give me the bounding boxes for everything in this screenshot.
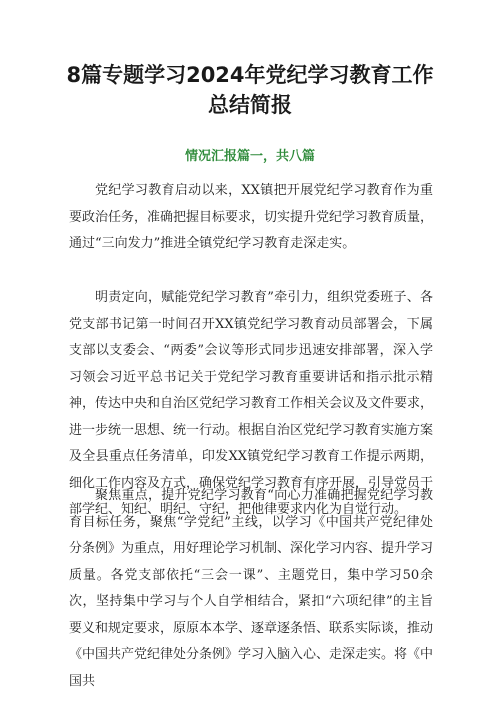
document-subtitle: 情况汇报篇一，共八篇 — [184, 149, 315, 164]
paragraph-2: 明责定向，赋能党纪学习教育”牵引力，组织党委班子、各党支部书记第一时间召开XX镇党纪学习教育动员部署会，下属支部以支委会、“两委”会议等形式同步迅速安排部署，深入学习领会习近平总书记关于党纪学习教育重要讲话和指示批示精神，传达中央和自治区党纪学习教育工作相关会议及文件要求，进一步统一思想、统一行动。根据自治区党纪学习教育实施方案及全县重点任务清单，印发XX镇党纪学习教育工作提示两期，细化工作内容及方式，确保党纪学习教育有序开展，引导党员干部学纪、知纪、明纪、守纪，把他律要求内化为自觉行动。 — [69, 290, 434, 517]
paragraph-3: 聚焦重点，提升党纪学习教育“向心力准确把握党纪学习教育目标任务，聚焦“学党纪”主线，以学习《中国共产党纪律处分条例》为重点，用好理论学习机制、深化学习内容、提升学习质量。各党支部依托“三会一课”、主题党日，集中学习50余次，坚持集中学习与个人自学相结合，紧扣“六项纪律”的主旨要义和规定要求，原原本本学、逐章逐条悟、联系实际谈，推动《中国共产党纪律处分条例》学习入脑入心、走深走实。将《中国共 — [69, 488, 434, 689]
document-title: 8篇专题学习2024年党纪学习教育工作总结简报 — [66, 63, 434, 117]
paragraph-1: 党纪学习教育启动以来，XX镇把开展党纪学习教育作为重要政治任务，准确把握目标要求，切实提升党纪学习教育质量，通过“三向发力”推进全镇党纪学习教育走深走实。 — [69, 183, 434, 251]
